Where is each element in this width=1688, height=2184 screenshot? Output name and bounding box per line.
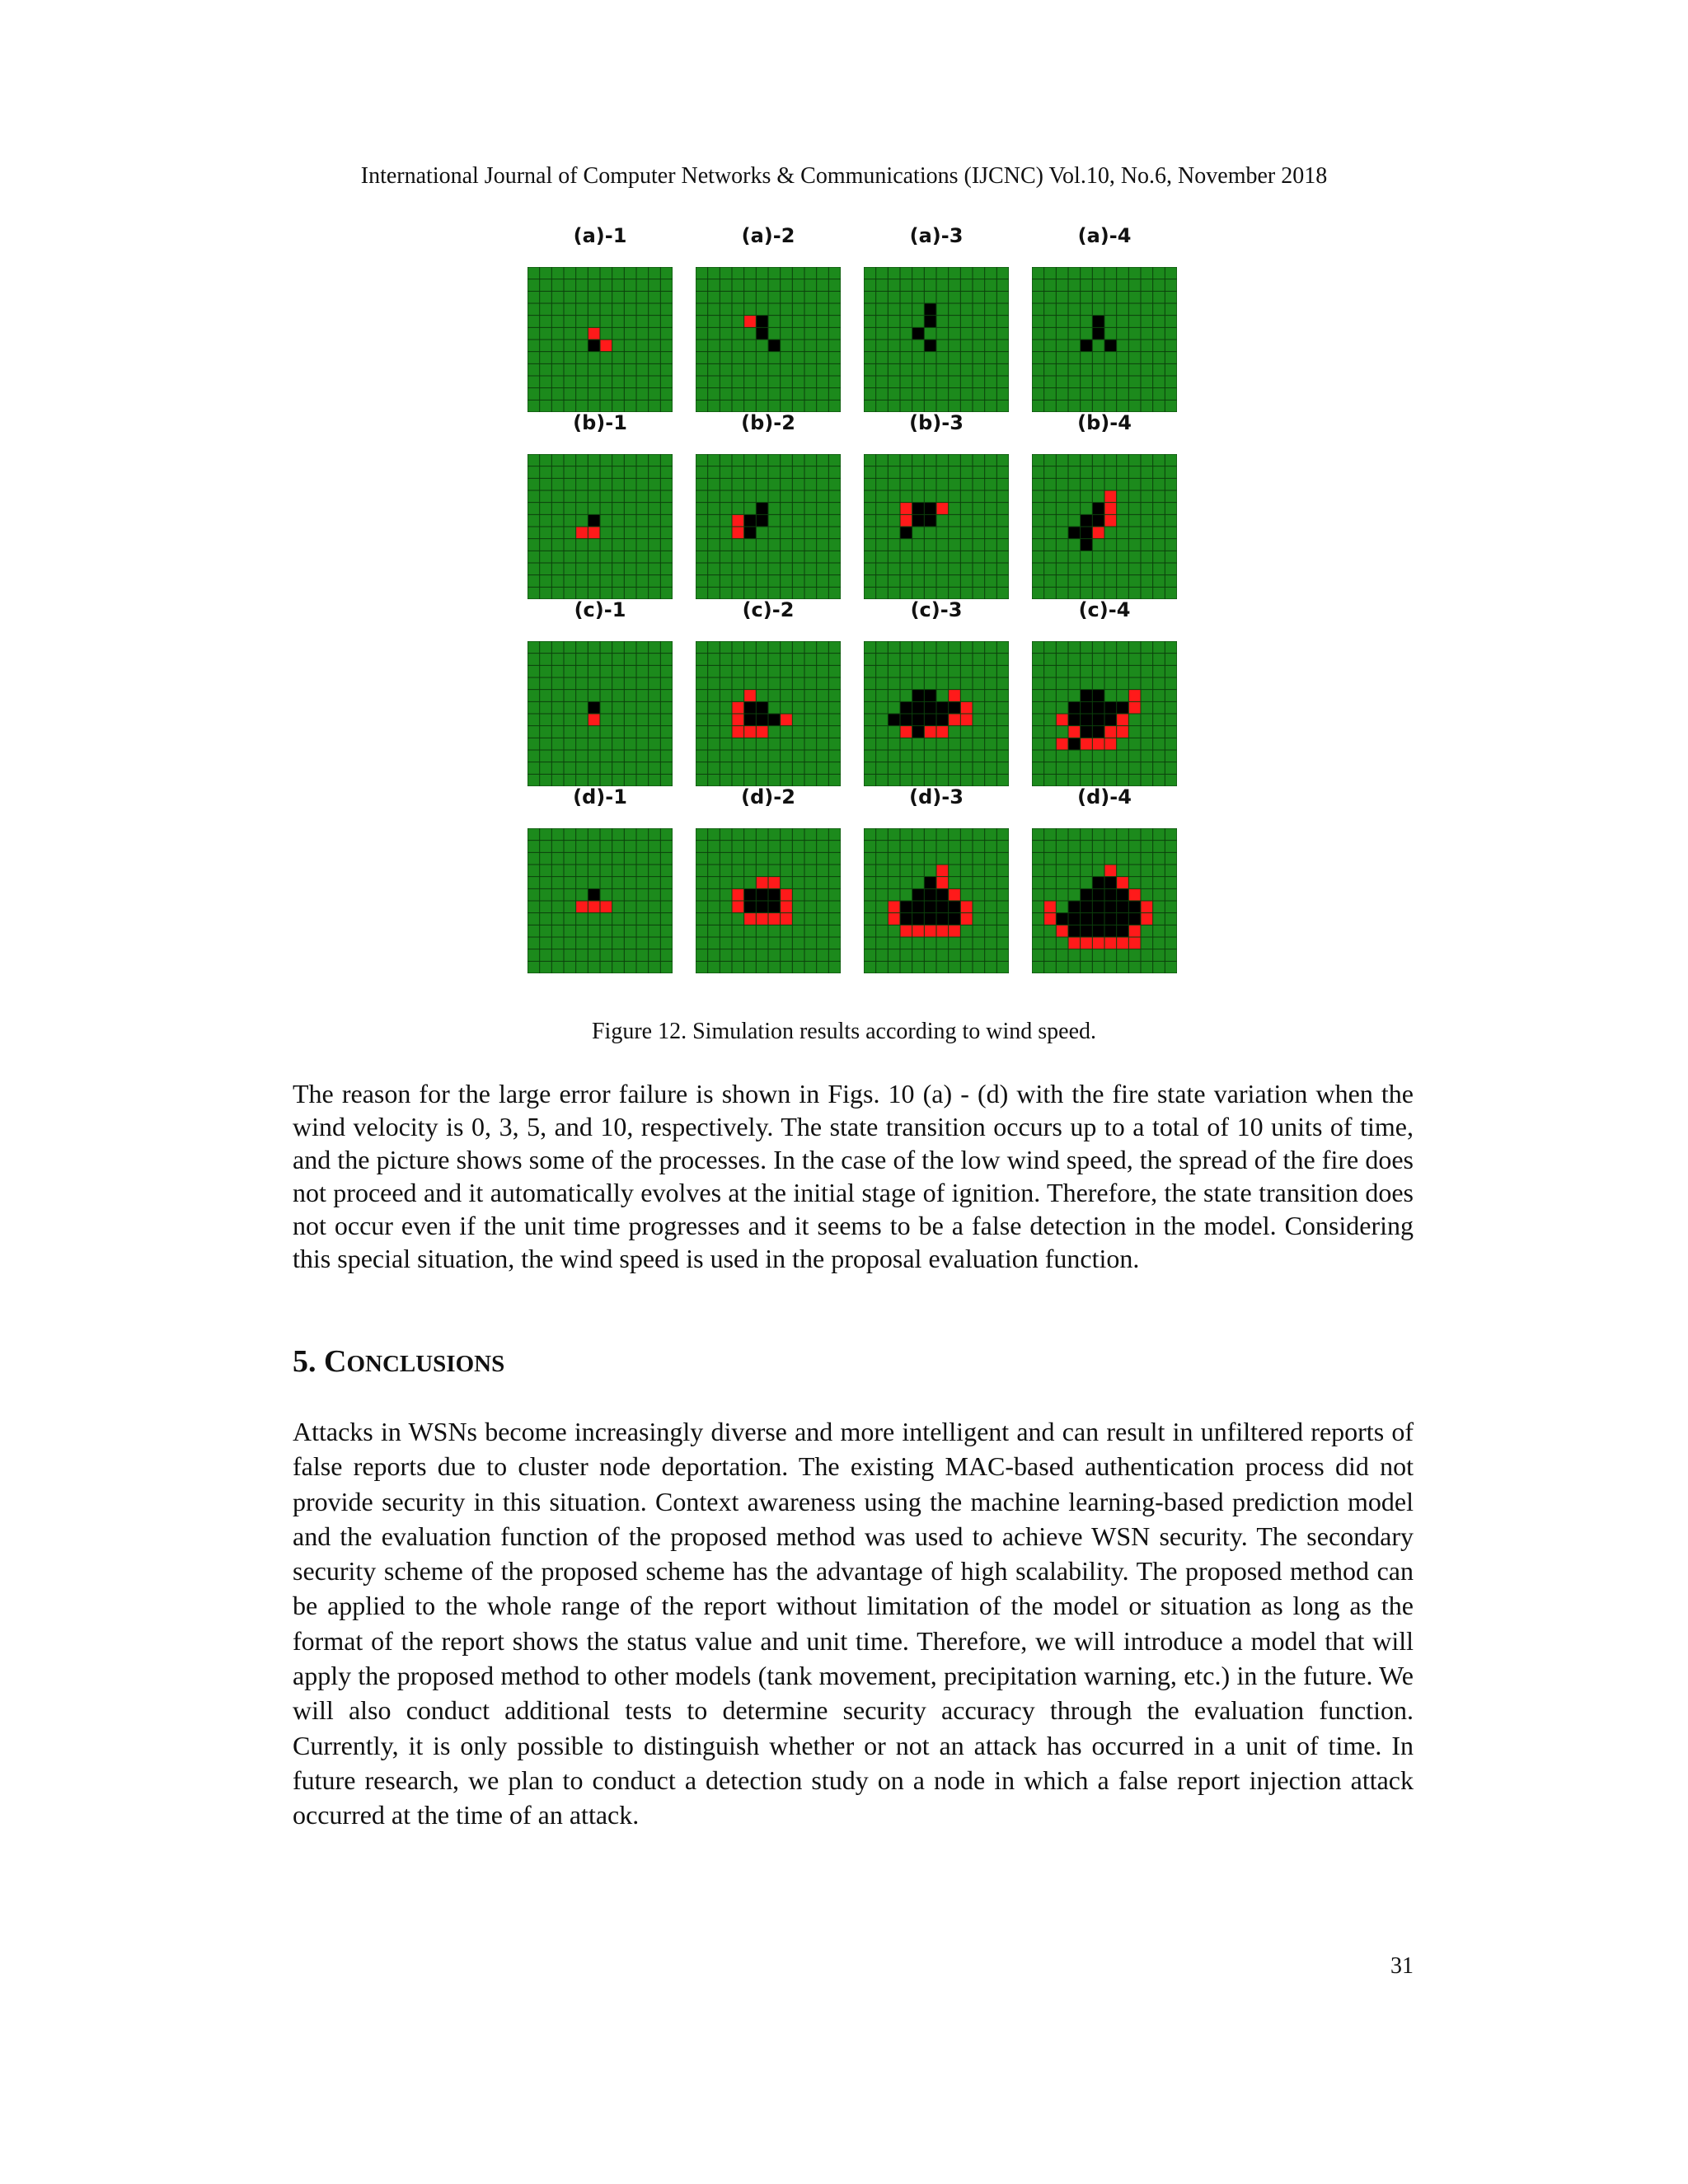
simulation-grid [528,454,673,599]
burning-cell [588,327,600,340]
burning-cell [1092,937,1104,949]
burnt-cell [1081,714,1093,726]
burnt-cell [1081,527,1093,539]
burning-cell [1068,937,1081,949]
burnt-cell [936,901,949,913]
burnt-cell [756,888,768,901]
burning-cell [960,901,973,913]
simulation-grid [864,454,1009,599]
burnt-cell [1092,327,1104,340]
burning-cell [900,514,912,527]
burning-cell [768,877,781,889]
burnt-cell [1092,901,1104,913]
burnt-cell [1104,877,1117,889]
burning-cell [900,503,912,515]
burnt-cell [900,913,912,926]
heading-title: ONCLUSIONS [346,1351,505,1377]
burnt-cell [924,877,936,889]
burning-cell [1104,503,1117,515]
simulation-grid [696,641,841,786]
burning-cell [1081,937,1093,949]
panel-label: (b)-1 [573,411,627,434]
burning-cell [781,913,793,926]
burning-cell [936,503,949,515]
burning-cell [912,925,925,937]
panel-label: (b)-3 [909,411,964,434]
burnt-cell [1104,925,1117,937]
burnt-cell [1081,340,1093,352]
burning-cell [744,913,757,926]
burnt-cell [936,701,949,714]
burnt-cell [744,527,757,539]
burning-cell [576,527,588,539]
burning-cell [1128,690,1141,702]
simulation-grid [1032,267,1177,412]
burnt-cell [912,913,925,926]
burnt-cell [1092,514,1104,527]
burnt-cell [924,690,936,702]
burning-cell [936,726,949,738]
burning-cell [1141,913,1153,926]
burnt-cell [1104,340,1117,352]
burnt-cell [1092,888,1104,901]
burnt-cell [756,901,768,913]
burning-cell [732,888,744,901]
simulation-grid [864,267,1009,412]
page-number: 31 [1390,1953,1414,1979]
burning-cell [732,701,744,714]
burnt-cell [744,888,757,901]
burnt-cell [949,701,961,714]
simulation-grid [696,454,841,599]
burning-cell [732,527,744,539]
burnt-cell [588,340,600,352]
panel-label: (a)-3 [909,224,964,247]
burnt-cell [1081,913,1093,926]
burning-cell [1081,738,1093,750]
burnt-cell [936,888,949,901]
section-heading-conclusions [293,1343,504,1380]
burnt-cell [1104,888,1117,901]
burning-cell [888,901,900,913]
burnt-cell [744,514,757,527]
burnt-cell [1092,690,1104,702]
burnt-cell [1081,726,1093,738]
burning-cell [781,714,793,726]
panel-label: (d)-4 [1077,785,1132,808]
burning-cell [756,877,768,889]
burnt-cell [768,901,781,913]
burnt-cell [1104,714,1117,726]
burnt-cell [768,714,781,726]
burnt-cell [924,901,936,913]
burnt-cell [924,316,936,328]
burnt-cell [1092,913,1104,926]
burning-cell [1044,901,1057,913]
burning-cell [732,901,744,913]
burnt-cell [1092,877,1104,889]
simulation-grid [696,828,841,973]
burning-cell [960,913,973,926]
burning-cell [732,514,744,527]
panel-label: (d)-1 [573,785,627,808]
burnt-cell [924,913,936,926]
burning-cell [1128,925,1141,937]
burning-cell [936,925,949,937]
burnt-cell [888,714,900,726]
burnt-cell [1092,714,1104,726]
burnt-cell [1128,913,1141,926]
burning-cell [949,925,961,937]
burning-cell [1128,937,1141,949]
burnt-cell [912,701,925,714]
burning-cell [588,901,600,913]
burning-cell [1141,901,1153,913]
body-paragraph-1: The reason for the large error failure is shown in Figs. 10 (a) - (d) with the fire state variation when the wind velocity is 0, 3, 5, and 10, respectively. The state transition occurs up to a total of 10 units of time, and the picture shows some of the processes. In the case of the low wind speed, the spread of the fire does not proceed and it automatically evolves at the initial stage of ignition. Therefore, the state transition does not occur even if the unit time progresses and it seems to be a false detection in the model. Considering this special situation, the wind speed is used in the proposal evaluation function. [293,1079,1414,1273]
burnt-cell [900,901,912,913]
burnt-cell [744,701,757,714]
burnt-cell [924,503,936,515]
panel-label: (a)-1 [573,224,627,247]
heading-number: 5. C [293,1344,347,1379]
burnt-cell [756,316,768,328]
burnt-cell [912,726,925,738]
burnt-cell [1081,690,1093,702]
burning-cell [936,877,949,889]
burning-cell [1104,738,1117,750]
burnt-cell [1092,925,1104,937]
burnt-cell [588,701,600,714]
burning-cell [781,901,793,913]
burnt-cell [900,701,912,714]
burnt-cell [924,303,936,316]
burnt-cell [900,527,912,539]
simulation-grid [528,641,673,786]
burnt-cell [1068,527,1081,539]
panel-label: (c)-1 [574,598,626,621]
burnt-cell [912,503,925,515]
burning-cell [588,714,600,726]
burnt-cell [744,714,757,726]
burning-cell [1117,726,1129,738]
burnt-cell [924,888,936,901]
burnt-cell [1117,913,1129,926]
burnt-cell [756,503,768,515]
burnt-cell [912,327,925,340]
burning-cell [768,913,781,926]
burning-cell [949,690,961,702]
burnt-cell [936,913,949,926]
burnt-cell [1081,514,1093,527]
burnt-cell [768,888,781,901]
burnt-cell [949,901,961,913]
simulation-grid [1032,828,1177,973]
panel-label: (b)-2 [741,411,795,434]
panel-label: (c)-4 [1078,598,1131,621]
figure-caption: Figure 12. Simulation results according to wind speed. [591,1019,1097,1044]
burning-cell [949,714,961,726]
burnt-cell [1056,913,1068,926]
panel-label: (c)-3 [910,598,963,621]
burnt-cell [936,714,949,726]
simulation-grid [696,267,841,412]
simulation-grid [1032,641,1177,786]
simulation-grid [528,828,673,973]
burnt-cell [756,714,768,726]
burnt-cell [949,913,961,926]
burning-cell [744,690,757,702]
burning-cell [924,925,936,937]
burnt-cell [1081,888,1093,901]
burning-cell [1128,888,1141,901]
running-header: International Journal of Computer Networks & Communications (IJCNC) Vol.10, No.6, November 2018 [360,163,1328,189]
burnt-cell [1068,714,1081,726]
burning-cell [949,888,961,901]
burning-cell [1117,877,1129,889]
burning-cell [1128,701,1141,714]
burning-cell [1056,738,1068,750]
burning-cell [756,726,768,738]
burnt-cell [1081,901,1093,913]
burning-cell [756,913,768,926]
burnt-cell [768,340,781,352]
burning-cell [744,726,757,738]
burnt-cell [1128,901,1141,913]
burnt-cell [756,327,768,340]
burning-cell [732,714,744,726]
burning-cell [1044,913,1057,926]
burning-cell [1104,865,1117,877]
burnt-cell [1117,925,1129,937]
burnt-cell [1081,925,1093,937]
burning-cell [900,925,912,937]
panel-label: (a)-4 [1077,224,1132,247]
burnt-cell [1081,701,1093,714]
panel-label: (c)-2 [742,598,795,621]
panel-label: (a)-2 [741,224,795,247]
burnt-cell [1068,901,1081,913]
burning-cell [960,714,973,726]
body-paragraph-2: Attacks in WSNs become increasingly diverse and more intelligent and can result in unfiltered reports of false reports due to cluster node deportation. The existing MAC-based authentication process did not provide security in this situation. Context awareness using the machine learning-based prediction model and the evaluation function of the proposed method was used to achieve WSN security. The secondary security scheme of the proposed scheme has the advantage of high scalability. The proposed method can be applied to the whole range of the report without limitation of the model or situation as long as the format of the report shows the status value and unit time. Therefore, we will introduce a model that will apply the proposed method to other models (tank movement, precipitation warning, etc.) in the future. We will also conduct additional tests to determine security accuracy through the evaluation function. Currently, it is only possible to distinguish whether or not an attack has occurred in a unit of time. In future research, we plan to conduct a detection study on a node in which a false report injection attack occurred at the time of an attack. [293,1417,1414,1830]
simulation-grid [864,641,1009,786]
burnt-cell [924,701,936,714]
burnt-cell [1117,901,1129,913]
burnt-cell [912,888,925,901]
burnt-cell [1117,701,1129,714]
burnt-cell [912,901,925,913]
burnt-cell [1104,701,1117,714]
burning-cell [900,726,912,738]
burnt-cell [1104,913,1117,926]
burning-cell [732,726,744,738]
burning-cell [1104,726,1117,738]
burning-cell [744,316,757,328]
burnt-cell [900,714,912,726]
figure-12 [528,224,1187,976]
burnt-cell [588,888,600,901]
burnt-cell [1104,901,1117,913]
burnt-cell [924,340,936,352]
burnt-cell [588,514,600,527]
burnt-cell [912,690,925,702]
burnt-cell [1092,316,1104,328]
burning-cell [600,901,612,913]
burning-cell [1092,527,1104,539]
burning-cell [1117,714,1129,726]
burning-cell [1068,726,1081,738]
burning-cell [924,726,936,738]
burnt-cell [1092,726,1104,738]
simulation-grid [528,267,673,412]
burnt-cell [912,514,925,527]
panel-label: (d)-3 [909,785,964,808]
burning-cell [576,901,588,913]
burning-cell [1056,714,1068,726]
burnt-cell [1068,701,1081,714]
burnt-cell [1068,738,1081,750]
panel-label: (b)-4 [1077,411,1132,434]
burnt-cell [924,514,936,527]
burnt-cell [744,901,757,913]
burning-cell [1092,738,1104,750]
burnt-cell [1092,701,1104,714]
burnt-cell [1068,925,1081,937]
burning-cell [1056,925,1068,937]
simulation-grid [864,828,1009,973]
burning-cell [781,888,793,901]
simulation-grid [1032,454,1177,599]
burning-cell [1104,490,1117,503]
burning-cell [1117,937,1129,949]
burning-cell [1104,514,1117,527]
burnt-cell [756,701,768,714]
panel-label: (d)-2 [741,785,795,808]
burnt-cell [1081,539,1093,551]
burnt-cell [1092,503,1104,515]
burning-cell [936,865,949,877]
burnt-cell [1117,888,1129,901]
burning-cell [1104,937,1117,949]
burnt-cell [1068,913,1081,926]
burnt-cell [924,714,936,726]
burnt-cell [912,714,925,726]
burning-cell [888,913,900,926]
burnt-cell [756,514,768,527]
burning-cell [960,701,973,714]
burning-cell [588,527,600,539]
burning-cell [600,340,612,352]
